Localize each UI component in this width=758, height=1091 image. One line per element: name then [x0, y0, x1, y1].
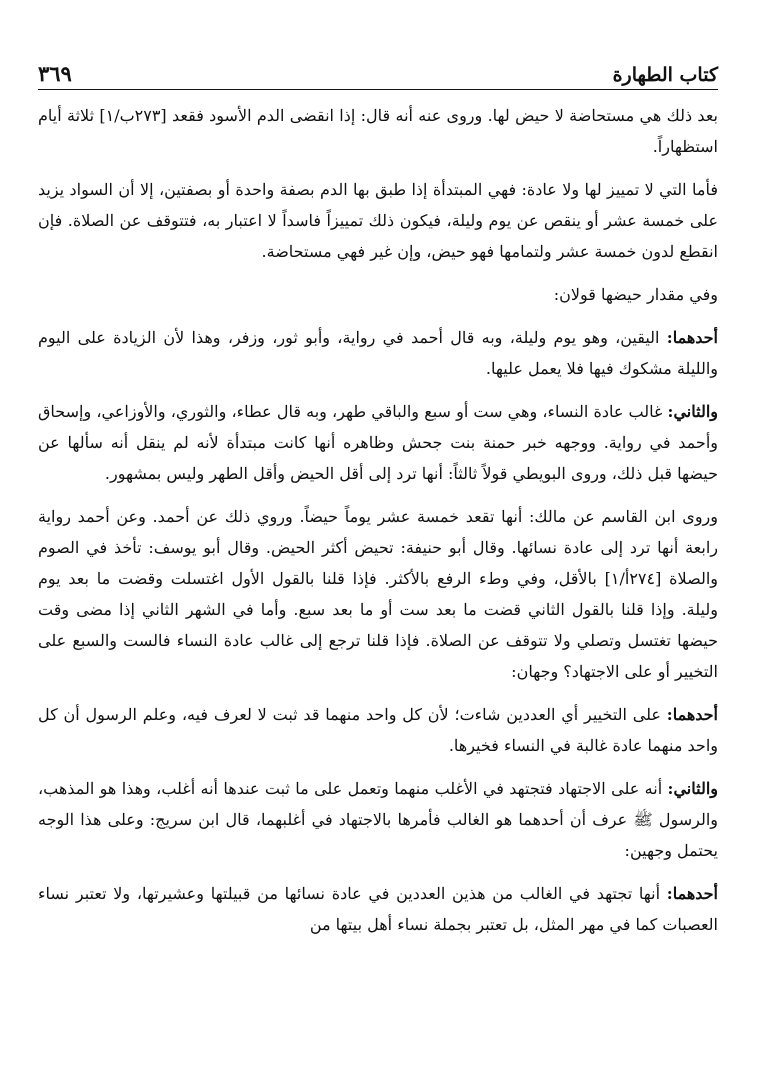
- paragraph: [38, 322, 718, 384]
- paragraph-text: غالب عادة النساء، وهي ست أو سبع والباقي طهر، وبه قال عطاء، والثوري، والأوزاعي، وإسحاق وأحمد في رواية. ووجهه خبر حمنة بنت جحش وظاهره أنها كانت مبتدأة لأنه لم ينقل أنه سألها عن حيضها قبل ذلك، وروى البويطي قولاً ثالثاً: أنها ترد إلى أقل الحيض وأقل الطهر وليس بمشهور.: [38, 402, 718, 483]
- paragraph: [38, 279, 718, 310]
- header-divider: [38, 89, 718, 90]
- page-number: ٣٦٩: [38, 61, 72, 86]
- paragraph-text: على التخيير أي العددين شاءت؛ لأن كل واحد منهما قد ثبت لا لعرف فيه، وعلم الرسول أن كل واحد منهما عادة غالبة في النساء فخيرها.: [38, 705, 718, 755]
- paragraph-text: فأما التي لا تمييز لها ولا عادة: فهي المبتدأة إذا طبق بها الدم بصفة واحدة أو بصفتين، إلا أن السواد يزيد على خمسة عشر أو ينقص عن يوم وليلة، فيكون ذلك تمييزاً فاسداً لا اعتبار به، فتتوقف عن الصلاة. فإن انقطع لدون خمسة عشر ولتمامها فهو حيض، وإن غير فهي مستحاضة.: [38, 180, 718, 261]
- paragraph: [38, 699, 718, 761]
- paragraph: [38, 878, 718, 940]
- paragraph: [38, 396, 718, 489]
- paragraph-text: أنه على الاجتهاد فتجتهد في الأغلب منهما وتعمل على ما ثبت عندها أنه أغلب، وهذا هو المذهب، والرسول ﷺ عرف أن أحدهما هو الغالب فأمرها بالاجتهاد في أغلبهما، قال ابن سريج: وعلى هذا الوجه يحتمل وجهين:: [38, 779, 718, 860]
- paragraph: [38, 174, 718, 267]
- page-header: [38, 52, 718, 86]
- paragraph-text: وروى ابن القاسم عن مالك: أنها تقعد خمسة عشر يوماً حيضاً. وروي ذلك عن أحمد. وعن أحمد رواية رابعة أنها ترد إلى عادة نسائها. وقال أبو حنيفة: تحيض أكثر الحيض. وقال أبو يوسف: تأخذ في الصوم والصلاة [٢٧٤أ/١] بالأقل، وفي وطء الرفع بالأكثر. فإذا قلنا بالقول الأول اغتسلت وقضت ما بعد يوم وليلة. وإذا قلنا بالقول الثاني قضت ما بعد ست أو ما بعد سبع. وأما في الشهر الثاني إذا مضى وقت حيضها تغتسل وتصلي ولا تتوقف عن الصلاة. فإذا قلنا ترجع إلى غالب عادة النساء فالست والسبع على التخيير أو على الاجتهاد؟ وجهان:: [38, 507, 718, 681]
- paragraph: [38, 100, 718, 162]
- paragraph-text: وفي مقدار حيضها قولان:: [553, 285, 718, 304]
- paragraph-lead: أحدهما:: [666, 705, 718, 724]
- paragraph-text: بعد ذلك هي مستحاضة لا حيض لها. وروى عنه أنه قال: إذا انقضى الدم الأسود فقعد [٢٧٣ب/١] ثلاثة أيام استظهاراً.: [38, 106, 718, 156]
- paragraph-text: اليقين، وهو يوم وليلة، وبه قال أحمد في رواية، وأبو ثور، وزفر، وهذا لأن الزيادة على اليوم والليلة مشكوك فيها فلا يعمل عليها.: [38, 328, 718, 378]
- paragraph-lead: أحدهما:: [666, 328, 718, 347]
- paragraph-lead: والثاني:: [667, 402, 718, 421]
- body-text: [38, 100, 718, 952]
- paragraph-lead: والثاني:: [667, 779, 718, 798]
- paragraph: [38, 501, 718, 687]
- book-title: كتاب الطهارة: [612, 64, 718, 86]
- paragraph-text: أنها تجتهد في الغالب من هذين العددين في عادة نسائها من قبيلتها وعشيرتها، ولا تعتبر نساء العصبات كما في مهر المثل، بل تعتبر بجملة نساء أهل بيتها من: [38, 884, 718, 934]
- paragraph: [38, 773, 718, 866]
- paragraph-lead: أحدهما:: [666, 884, 718, 903]
